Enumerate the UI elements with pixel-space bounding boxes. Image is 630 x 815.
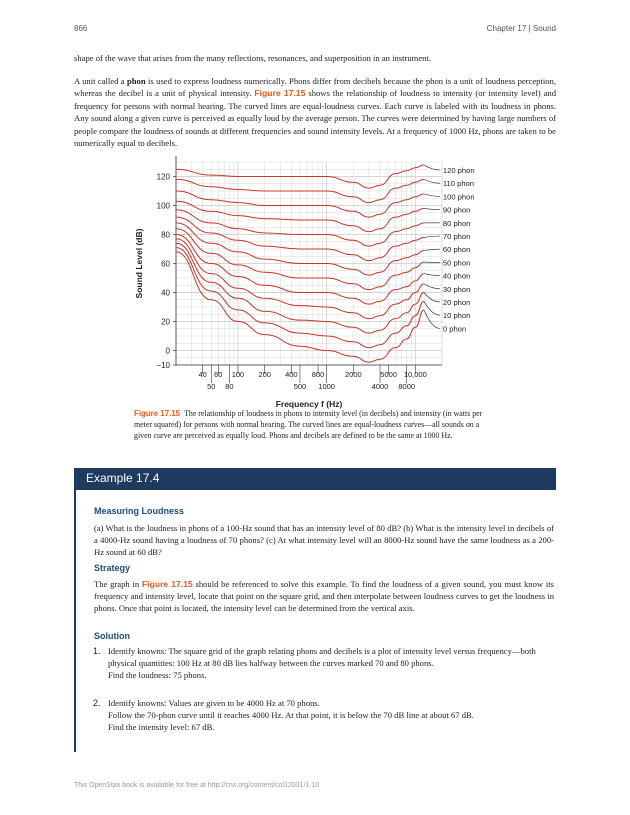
x-tick-label: 5000 <box>380 370 397 379</box>
curve-label: 80 phon <box>442 218 471 228</box>
label-leader <box>424 284 440 289</box>
solution-step-2 <box>93 697 548 733</box>
x-tick-label: 500 <box>293 382 307 391</box>
chart-svg <box>120 150 510 412</box>
step-1-result: Find the loudness: 75 phons. <box>108 670 207 680</box>
caption-label: Figure 17.15 <box>134 409 181 418</box>
strategy-figure-link[interactable]: Figure 17.15 <box>141 579 193 589</box>
solution-step-1 <box>93 645 548 681</box>
loudness-chart <box>120 150 510 412</box>
intro-paragraph-2 <box>74 75 556 149</box>
label-leader <box>424 208 440 209</box>
step-2-detail: Follow the 70-phon curve until it reaches 4000 Hz. At that point, it is below the 70 dB line at about 67 dB. <box>108 710 474 720</box>
curve-label: 60 phon <box>442 245 471 255</box>
label-leader <box>424 310 440 329</box>
phon-term: phon <box>127 76 146 86</box>
curve-label: 50 phon <box>442 258 471 268</box>
x-tick-label: 4000 <box>371 382 389 391</box>
y-tick-label: 60 <box>161 259 170 269</box>
label-leader <box>424 249 440 250</box>
y-tick-label: −10 <box>156 361 170 370</box>
x-tick-label: 10,000 <box>403 370 427 379</box>
example-question: (a) What is the loudness in phons of a 100-Hz sound that has an intensity level of 80 dB? (b) What is the intensity level in decibels of a 4000-Hz sound having a loudness of 70 phons? (c) At what intensity level will an 8000-Hz sound have the same loudness as a 200-Hz sound at 60 dB? <box>94 523 554 557</box>
y-tick-label: 0 <box>165 346 170 356</box>
p2-text-a: A unit called a <box>74 76 127 86</box>
curve-label: 30 phon <box>442 284 471 294</box>
curve-label: 10 phon <box>442 311 471 321</box>
x-axis-label: Frequency f (Hz) <box>275 399 343 409</box>
step-number: 1. <box>93 646 101 656</box>
label-leader <box>424 301 440 315</box>
curve-label: 0 phon <box>442 324 467 334</box>
strategy-heading: Strategy <box>94 563 131 573</box>
p2-text-b: is used to express loudness numerically. Phons differ from decibels because the phon is a unit of loudness perception, whereas the decibel is a unit of physical intensity. <box>74 76 556 99</box>
y-axis-label: Sound Level (dB) <box>134 228 144 299</box>
strategy-text-a: The graph in <box>94 579 142 589</box>
strategy-text-b: should be referenced to solve this example. To find the loudness of a given sound, you must know its frequency and intensity level, locate that point on the square grid, and then interpolate between loudness curves to get the loudness in phons. Once that point is located, the intensity level can be determined from the vertical axis. <box>94 579 554 613</box>
x-tick-label: 50 <box>207 382 216 391</box>
p2-text-c: shows the relationship of loudness to intensity (or intensity level) and frequency for persons with normal hearing. The curved lines are equal-loudness curves. Each curve is labeled with its loudness in phons. Any sound along a given curve is perceived as equally loud by the average person. The curves were determined by having large numbers of people compare the loudness of sounds at different frequencies and sound intensity levels. At a frequency of 1000 Hz, phons are taken to be numerically equal to decibels. <box>74 88 557 149</box>
strategy-text <box>94 578 554 614</box>
example-subtitle: Measuring Loudness <box>94 506 185 516</box>
curve-label: 120 phon <box>442 166 475 175</box>
x-tick-label: 200 <box>258 370 271 379</box>
figure-caption <box>134 408 486 441</box>
curve-label: 20 phon <box>442 298 471 307</box>
label-leader <box>424 236 440 237</box>
curve-label: 90 phon <box>442 205 471 215</box>
x-tick-label: 800 <box>311 370 325 379</box>
x-tick-label: 1000 <box>318 382 335 391</box>
curve-label: 100 phon <box>442 192 475 202</box>
step-1-text: Identify knowns: The square grid of the graph relating phons and decibels is a plot of intensity level versus frequency—both physical quantities: 100 Hz at 80 dB lies halfway between the curves marked 70 and 80 phons. <box>108 646 536 668</box>
page-number: 866 <box>74 24 88 33</box>
x-tick-label: 100 <box>231 370 245 379</box>
footer-note: This OpenStax book is available for free at http://cnx.org/content/col12031/1.10 <box>74 782 320 789</box>
step-2-text: Identify knowns: Values are given to be 4000 Hz at 70 phons. <box>108 698 320 708</box>
y-tick-label: 40 <box>161 288 170 298</box>
curve-label: 70 phon <box>442 232 471 241</box>
curve-label: 110 phon <box>442 179 475 189</box>
figure-link[interactable]: Figure 17.15 <box>254 88 306 99</box>
label-leader <box>424 194 440 197</box>
x-tick-label: 8000 <box>398 382 416 391</box>
solution-heading: Solution <box>94 631 130 641</box>
x-tick-label: 40 <box>198 370 207 379</box>
y-tick-label: 120 <box>156 172 170 182</box>
label-leader <box>424 293 440 303</box>
y-tick-label: 20 <box>161 317 170 327</box>
example-title: Example 17.4 <box>86 471 160 485</box>
y-tick-label: 80 <box>161 230 170 240</box>
curve-label: 40 phon <box>442 271 471 281</box>
x-tick-label: 2000 <box>344 370 362 379</box>
label-leader <box>424 179 440 183</box>
x-tick-label: 400 <box>285 370 298 379</box>
intro-paragraph-1: shape of the wave that arises from the many reflections, resonances, and superposition in an instrument. <box>74 53 432 63</box>
chapter-header: Chapter 17 | Sound <box>486 24 556 33</box>
caption-text: The relationship of loudness in phons to intensity level (in decibels) and intensity (in watts per meter squared) for persons with normal hearing. The curved lines are equal-loudness curves—all sounds on a given curve are perceived as equally loud. Phons and decibels are defined to be the same at 1000 Hz. <box>134 409 483 440</box>
x-tick-label: 80 <box>225 382 234 391</box>
x-tick-label: 60 <box>214 370 223 379</box>
y-tick-label: 100 <box>156 201 170 211</box>
label-leader <box>424 274 440 276</box>
step-number: 2. <box>93 698 101 708</box>
step-2-result: Find the intensity level: 67 dB. <box>108 722 215 732</box>
example-header <box>74 468 556 490</box>
example-border <box>74 490 76 752</box>
